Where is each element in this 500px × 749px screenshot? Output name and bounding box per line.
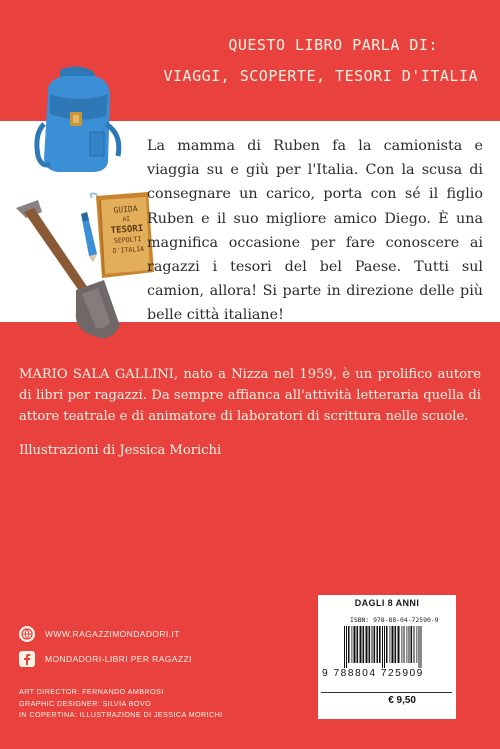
barcode-bar bbox=[407, 626, 408, 663]
barcode-bar bbox=[411, 626, 413, 663]
barcode-bar bbox=[384, 626, 385, 668]
header-line-1: QUESTO LIBRO PARLA DI: bbox=[228, 36, 438, 54]
website-link[interactable] bbox=[19, 621, 192, 646]
barcode-bar bbox=[421, 626, 422, 668]
credits bbox=[19, 686, 223, 721]
barcode-bar bbox=[395, 626, 397, 663]
barcode-bar bbox=[348, 626, 350, 663]
guide-book-title bbox=[104, 204, 149, 257]
barcode-bar bbox=[374, 626, 376, 663]
barcode-bar bbox=[346, 626, 347, 668]
barcode-bar bbox=[419, 626, 420, 668]
barcode-bar bbox=[392, 626, 394, 663]
barcode-bar bbox=[360, 626, 362, 663]
header-line-2: VIAGGI, SCOPERTE, TESORI D'ITALIA bbox=[163, 67, 478, 85]
barcode-bar bbox=[390, 626, 391, 663]
author-bio: MARIO SALA GALLINI, nato a Nizza nel 1959, è un prolifico autore di libri per ragazzi. Da sempre affianca all'attività letteraria quella di attore teatrale e di animatore di laboratori di scrittura nelle scuole. bbox=[19, 367, 481, 424]
barcode-bar bbox=[369, 626, 371, 663]
facebook-link[interactable] bbox=[19, 646, 192, 671]
links bbox=[19, 621, 192, 671]
barcode-digits: 9 788804 725909 bbox=[322, 668, 424, 679]
barcode-bar bbox=[372, 626, 373, 663]
barcode-bar bbox=[382, 626, 383, 668]
isbn-label: ISBN: 978-88-04-72590-9 bbox=[350, 616, 439, 624]
age-label: DAGLI 8 ANNI bbox=[354, 598, 420, 608]
barcode-bar bbox=[414, 626, 415, 663]
barcode-bar bbox=[409, 626, 410, 663]
barcode bbox=[344, 626, 448, 668]
barcode-bar bbox=[354, 626, 356, 663]
art-director: ART DIRECTOR: FERNANDO AMBROSI bbox=[19, 687, 164, 696]
barcode-bar bbox=[344, 626, 345, 668]
barcode-bar bbox=[352, 626, 353, 663]
globe-icon bbox=[19, 626, 35, 642]
cover-credit: IN COPERTINA: ILLUSTRAZIONE DI JESSICA MORICHI bbox=[19, 710, 223, 719]
barcode-bar bbox=[379, 626, 381, 663]
guide-line-3: TESORI bbox=[110, 223, 144, 237]
guide-line-1: GUIDA bbox=[113, 204, 138, 215]
backpack-illustration bbox=[30, 64, 126, 176]
barcode-bar bbox=[386, 626, 388, 663]
guide-line-5: D'ITALIA bbox=[112, 244, 145, 256]
website-label[interactable]: WWW.RAGAZZIMONDADORI.IT bbox=[45, 628, 180, 639]
barcode-bar bbox=[366, 626, 368, 663]
price: € 9,50 bbox=[321, 692, 452, 709]
barcode-bar bbox=[404, 626, 405, 663]
guide-line-2: AI bbox=[122, 215, 131, 224]
blurb: La mamma di Ruben fa la camionista e viaggia su e giù per l'Italia. Con la scusa di consegnare un carico, porta con sé il figlio Ruben e il suo migliore amico Diego. È una magnifica occasione per fare conoscere ai ragazzi i tesori del bel Paese. Tutti sul camion, allora! Si parte in direzione delle più belle città italiane! bbox=[147, 138, 483, 324]
barcode-bar bbox=[402, 626, 403, 663]
barcode-bar bbox=[417, 626, 418, 663]
illustrator-credit: Illustrazioni di Jessica Morichi bbox=[19, 443, 222, 458]
graphic-designer: GRAPHIC DESIGNER: SILVIA BOVO bbox=[19, 698, 152, 708]
barcode-bar bbox=[377, 626, 379, 663]
barcode-bar bbox=[398, 626, 400, 663]
facebook-icon bbox=[19, 651, 35, 667]
barcode-bar bbox=[363, 626, 365, 663]
guide-line-4: SEPOLTI bbox=[113, 235, 142, 245]
facebook-label[interactable]: MONDADORI-LIBRI PER RAGAZZI bbox=[45, 653, 192, 664]
barcode-bar bbox=[357, 626, 359, 663]
